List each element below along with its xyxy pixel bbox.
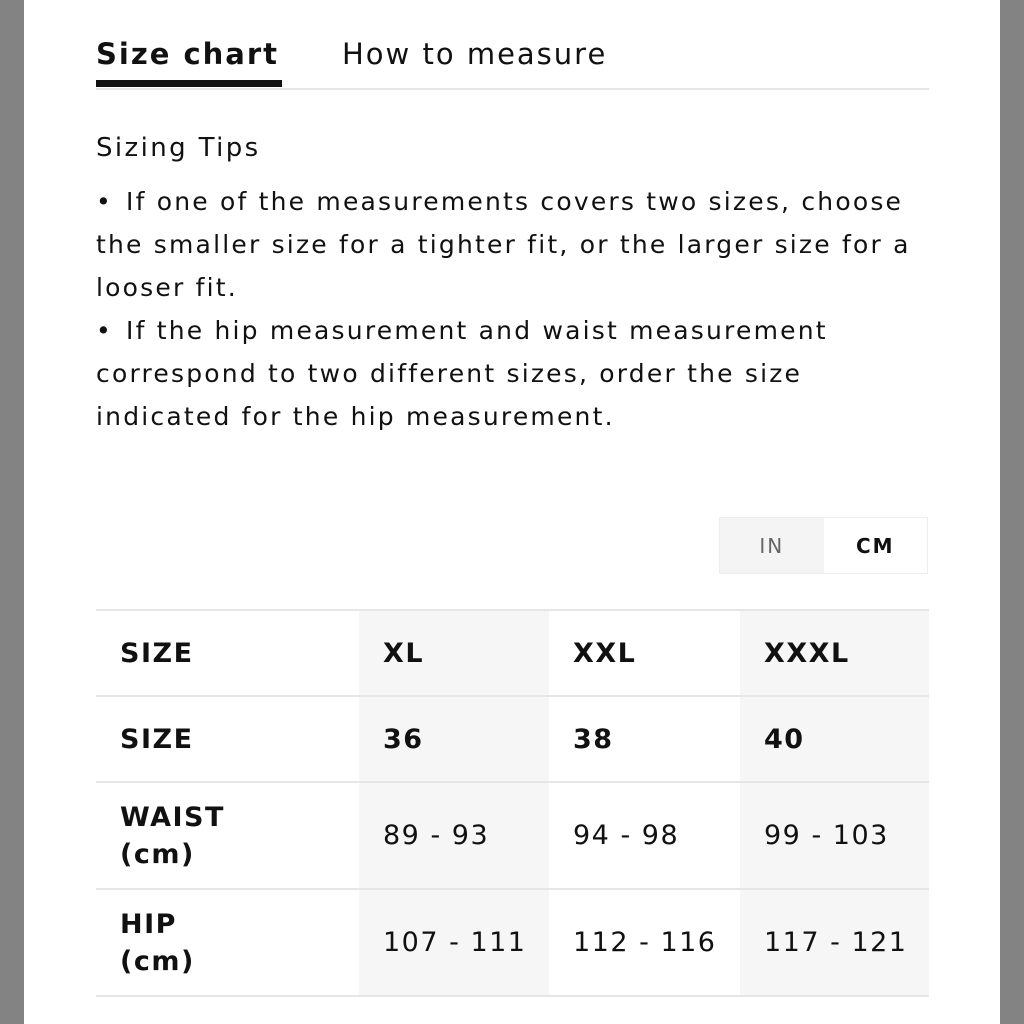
size-guide-panel <box>24 0 1000 1024</box>
sizing-tip-text: If one of the measurements covers two sizes, choose the smaller size for a tighter fit, or the larger size for a looser fit. <box>96 187 911 302</box>
unit-cm-button[interactable]: CM <box>824 518 928 573</box>
table-cell: 38 <box>549 696 740 782</box>
sizing-tips-title: Sizing Tips <box>96 133 261 163</box>
tab-how-to-measure[interactable]: How to measure <box>342 37 608 71</box>
unit-toggle <box>719 517 928 574</box>
row-label-cell <box>96 889 359 996</box>
row-unit: (cm) <box>120 838 195 870</box>
bullet-icon: • <box>96 316 113 345</box>
table-cell: 107 - 111 <box>359 889 549 996</box>
row-label-cell <box>96 782 359 889</box>
sizing-tip-text: If the hip measurement and waist measurement correspond to two different sizes, order the size indicated for the hip measurement. <box>96 316 828 431</box>
bullet-icon: • <box>96 187 113 216</box>
row-label: SIZE <box>96 696 359 782</box>
table-cell: 36 <box>359 696 549 782</box>
table-cell: 112 - 116 <box>549 889 740 996</box>
tab-size-chart[interactable]: Size chart <box>96 37 280 71</box>
table-cell: 94 - 98 <box>549 782 740 889</box>
sizing-tip <box>96 309 929 438</box>
table-cell: 40 <box>740 696 929 782</box>
row-label: WAIST <box>120 801 225 833</box>
table-row <box>96 889 929 996</box>
table-row <box>96 610 929 696</box>
unit-in-button[interactable]: IN <box>720 518 824 573</box>
table-cell: 99 - 103 <box>740 782 929 889</box>
table-row <box>96 696 929 782</box>
table-cell: 89 - 93 <box>359 782 549 889</box>
row-label: SIZE <box>96 610 359 696</box>
active-tab-indicator <box>96 80 282 87</box>
row-label: HIP <box>120 908 177 940</box>
tab-bar <box>96 0 929 90</box>
size-table <box>96 609 929 997</box>
table-cell: 117 - 121 <box>740 889 929 996</box>
table-cell: XXXL <box>740 610 929 696</box>
table-row <box>96 782 929 889</box>
sizing-tip <box>96 180 929 309</box>
size-guide-content <box>96 0 929 977</box>
sizing-tips-list <box>96 180 929 438</box>
table-cell: XL <box>359 610 549 696</box>
table-cell: XXL <box>549 610 740 696</box>
row-unit: (cm) <box>120 945 195 977</box>
